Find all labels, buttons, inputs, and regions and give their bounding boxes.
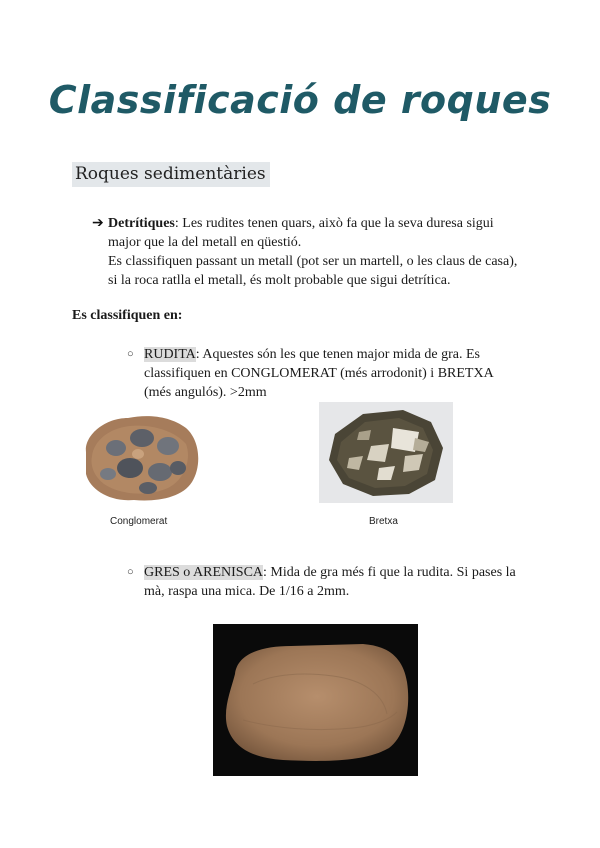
- detritiques-paragraph: [108, 214, 548, 290]
- detritiques-line3: Es classifiquen passant un metall (pot ser un martell, o les claus de casa),: [108, 254, 518, 269]
- bretxa-image: [319, 402, 453, 503]
- gres-line1: : Mida de gra més fi que la rudita. Si pases la: [263, 565, 516, 580]
- detritiques-line2: major que la del metall en qüestió.: [108, 235, 302, 250]
- bullet-icon: ○: [127, 348, 134, 360]
- conglomerat-image: [78, 410, 204, 506]
- detritiques-term: Detrítiques: [108, 216, 175, 231]
- rudita-line1: : Aquestes són les que tenen major mida de gra. Es: [195, 347, 480, 362]
- detritiques-line1: : Les rudites tenen quars, això fa que la seva duresa sigui: [174, 216, 494, 231]
- conglomerat-caption: Conglomerat: [110, 516, 168, 527]
- gres-paragraph: [144, 563, 544, 601]
- rudita-line2: classifiquen en CONGLOMERAT (més arrodonit) i BRETXA: [144, 366, 494, 381]
- section-heading: Roques sedimentàries: [72, 162, 270, 187]
- classify-heading: Es classifiquen en:: [72, 308, 183, 323]
- arrow-icon: ➔: [92, 216, 104, 231]
- bretxa-caption: Bretxa: [369, 516, 398, 527]
- rudita-term: RUDITA: [144, 347, 196, 362]
- rudita-line3: (més angulós). >2mm: [144, 385, 267, 400]
- gres-line2: mà, raspa una mica. De 1/16 a 2mm.: [144, 584, 350, 599]
- gres-term: GRES o ARENISCA: [144, 565, 264, 580]
- page-title: Classificació de roques: [48, 78, 552, 122]
- gres-image: [213, 624, 418, 776]
- rudita-paragraph: [144, 345, 544, 402]
- bullet-icon: ○: [127, 566, 134, 578]
- detritiques-line4: si la roca ratlla el metall, és molt probable que sigui detrítica.: [108, 273, 451, 288]
